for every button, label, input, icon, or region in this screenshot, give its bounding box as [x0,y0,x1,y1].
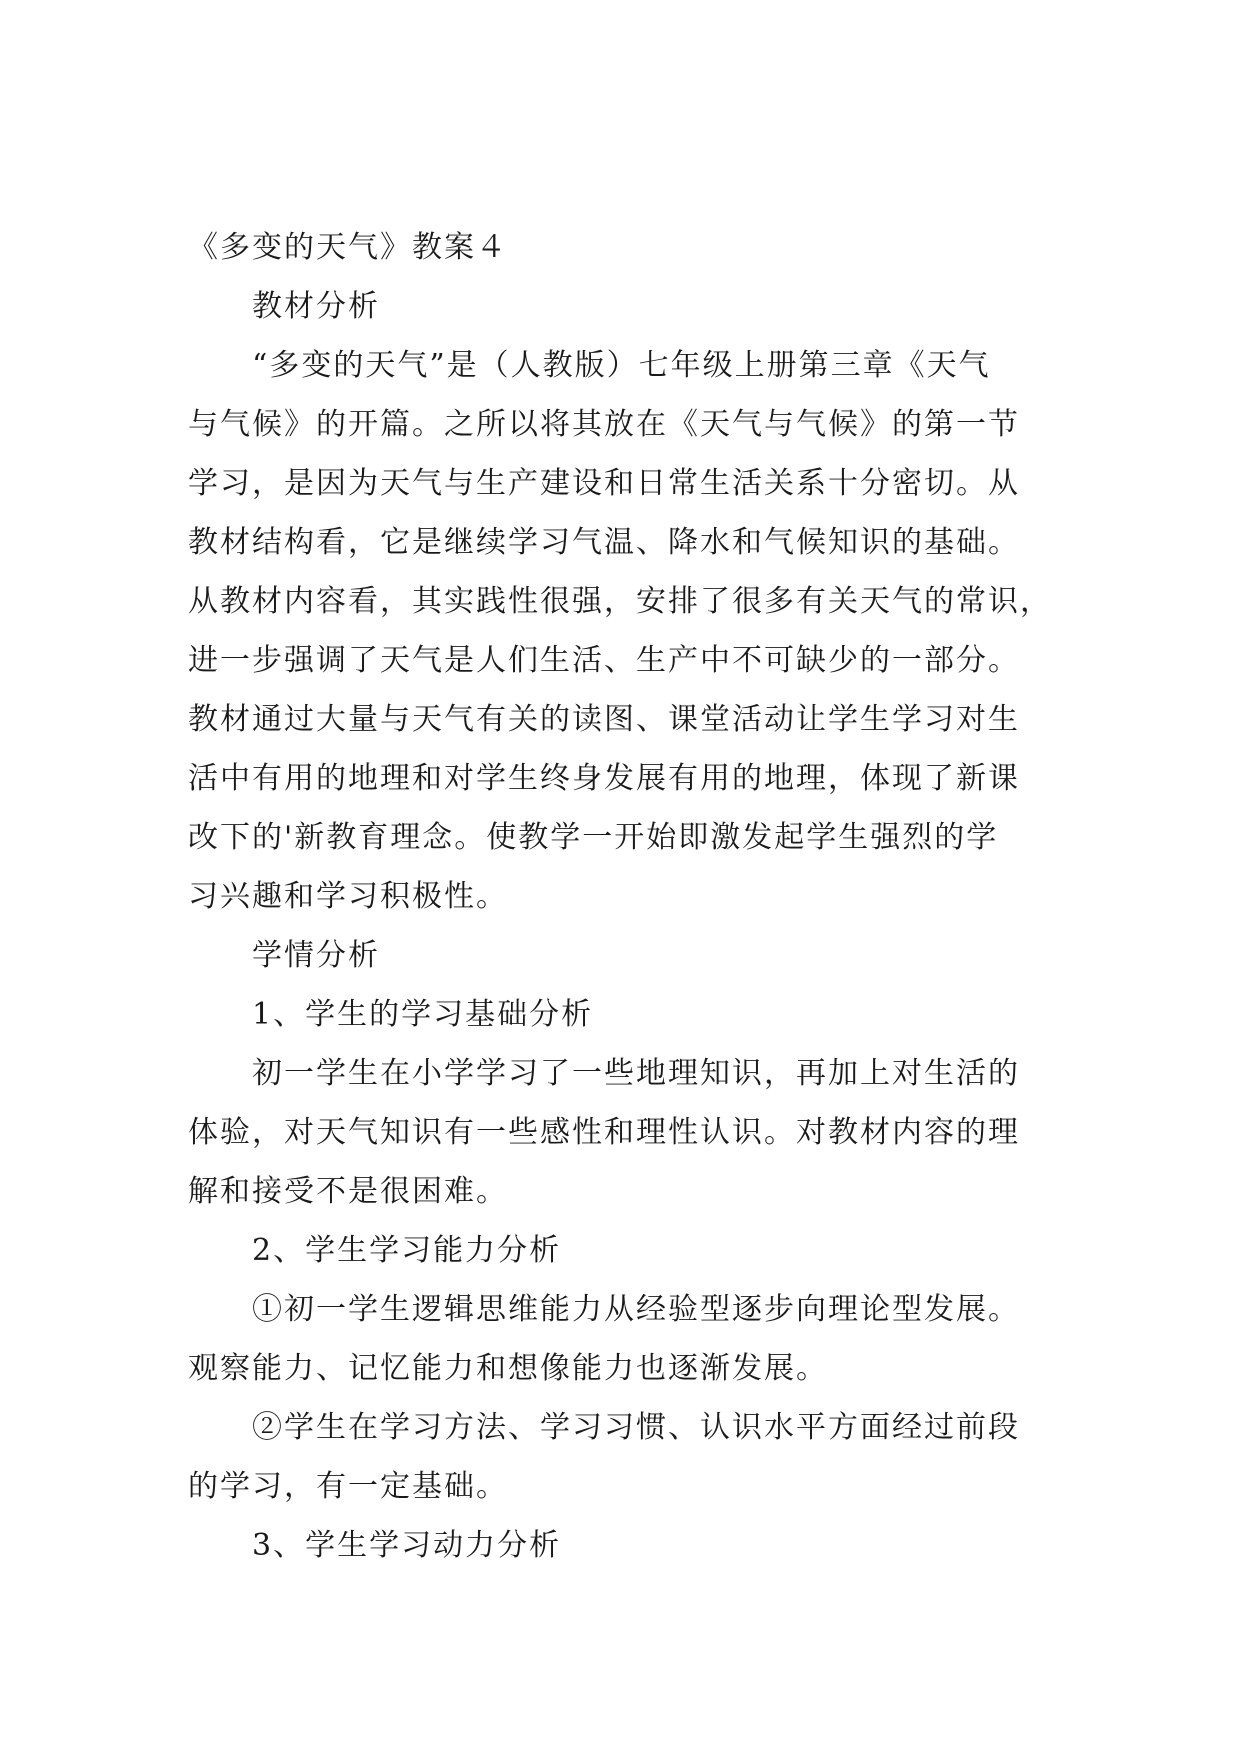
subsection-heading-3: 3、学生学习动力分析 [252,1528,562,1563]
paragraph-line: 从教材内容看，其实践性很强，安排了很多有关天气的常识， [188,584,1052,619]
section-heading-student: 学情分析 [252,938,380,973]
subsection-heading-2: 2、学生学习能力分析 [252,1233,562,1268]
paragraph-line: 习兴趣和学习积极性。 [188,879,508,914]
paragraph-line: 体验，对天气知识有一些感性和理性认识。对教材内容的理 [188,1115,1020,1150]
paragraph-line: ②学生在学习方法、学习习惯、认识水平方面经过前段 [252,1410,1020,1445]
paragraph-line: 学习，是因为天气与生产建设和日常生活关系十分密切。从 [188,466,1020,501]
paragraph-line: 教材结构看，它是继续学习气温、降水和气候知识的基础。 [188,525,1020,560]
section-heading-material: 教材分析 [252,289,380,324]
paragraph-line: 与气候》的开篇。之所以将其放在《天气与气候》的第一节 [188,407,1020,442]
paragraph-line: “多变的天气”是（人教版）七年级上册第三章《天气 [252,348,991,383]
paragraph-line: 改下的'新教育理念。使教学一开始即激发起学生强烈的学 [188,820,999,855]
paragraph-line: 解和接受不是很困难。 [188,1174,508,1209]
paragraph-line: 的学习，有一定基础。 [188,1469,508,1504]
paragraph-line: 观察能力、记忆能力和想像能力也逐渐发展。 [188,1351,828,1386]
paragraph-line: 教材通过大量与天气有关的读图、课堂活动让学生学习对生 [188,702,1020,737]
paragraph-line: ①初一学生逻辑思维能力从经验型逐步向理论型发展。 [252,1292,1020,1327]
paragraph-line: 初一学生在小学学习了一些地理知识，再加上对生活的 [252,1056,1020,1091]
paragraph-line: 活中有用的地理和对学生终身发展有用的地理，体现了新课 [188,761,1020,796]
paragraph-line: 进一步强调了天气是人们生活、生产中不可缺少的一部分。 [188,643,1020,678]
document-title: 《多变的天气》教案４ [188,230,508,265]
document-body [188,218,1058,1575]
subsection-heading-1: 1、学生的学习基础分析 [252,997,594,1032]
